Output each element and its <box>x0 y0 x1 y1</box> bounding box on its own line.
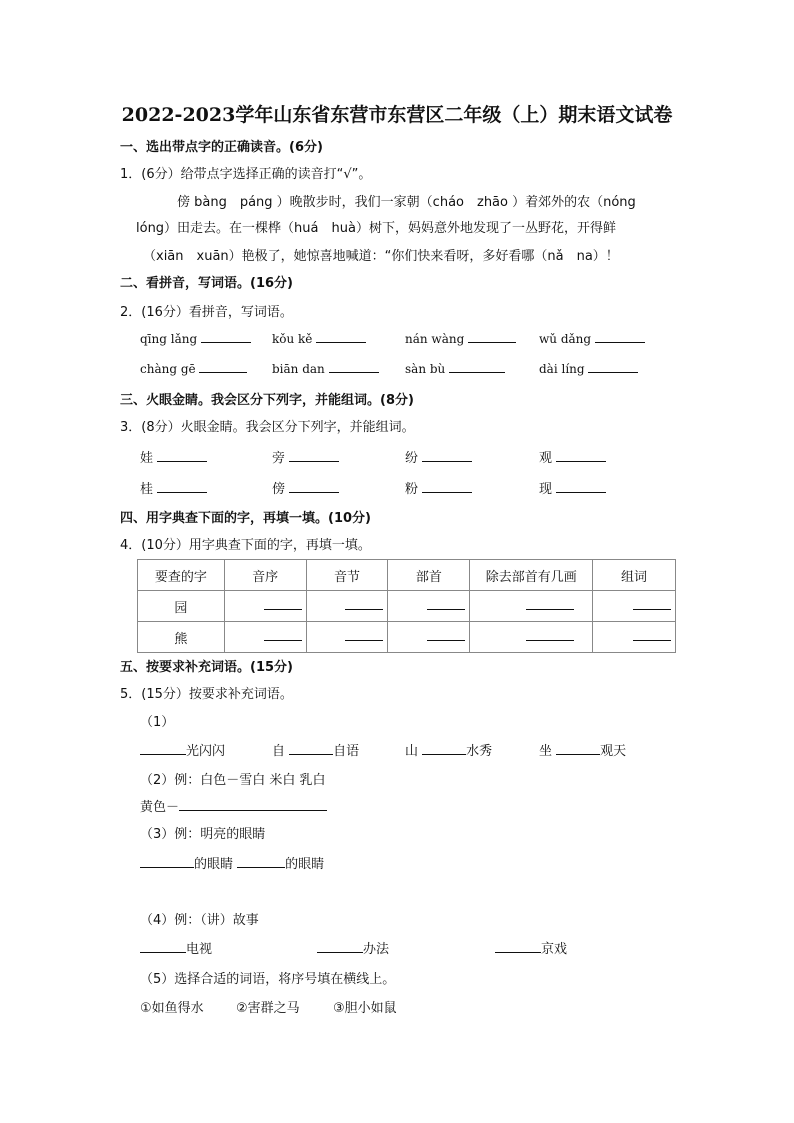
section-2-heading: 二、看拼音，写词语。(16分) <box>120 276 293 291</box>
answer-blank[interactable] <box>289 449 339 462</box>
table-row <box>138 591 676 622</box>
lookup-character: 园 <box>138 591 225 622</box>
answer-blank[interactable] <box>595 330 645 343</box>
section-5-heading: 五、按要求补充词语。(15分) <box>120 660 293 675</box>
pinyin-text: kǒu kě <box>272 332 313 346</box>
section-3-heading: 三、火眼金睛。我会区分下列字，并能组词。(8分) <box>120 393 414 408</box>
answer-blank[interactable] <box>588 360 638 373</box>
fill-item <box>140 740 225 759</box>
option-item: ③胆小如鼠 <box>333 1001 397 1016</box>
section-4-heading: 四、用字典查下面的字，再填一填。(10分) <box>120 511 371 526</box>
option-item: ①如鱼得水 <box>140 1001 204 1016</box>
answer-blank[interactable] <box>556 449 606 462</box>
fill-item <box>272 740 359 759</box>
pinyin-text: qīng lǎng <box>140 332 198 346</box>
answer-blank[interactable] <box>427 599 465 610</box>
word-text: 的眼睛 <box>285 857 325 872</box>
answer-blank[interactable] <box>317 940 363 953</box>
question-3: 3．(8分）火眼金睛。我会区分下列字，并能组词。 <box>120 420 415 435</box>
char-item <box>272 478 339 497</box>
answer-blank[interactable] <box>140 855 194 868</box>
pinyin-item <box>539 330 645 346</box>
table-header: 音序 <box>224 560 306 591</box>
word-text: 山 <box>405 744 419 759</box>
option-item: ②害群之马 <box>236 1001 300 1016</box>
fill-item <box>140 938 212 957</box>
char-item <box>140 478 207 497</box>
passage-line-1: 傍 bàng páng ）晚散步时，我们一家朝（cháo zhāo ）着郊外的农（nóng <box>177 195 636 210</box>
question-2: 2．(16分）看拼音，写词语。 <box>120 305 293 320</box>
part-1-label: （1） <box>140 715 175 730</box>
passage-line-3: （xiān xuān）艳极了，她惊喜地喊道：“你们快来看呀，多好看哪（nǎ na）！ <box>143 249 619 264</box>
passage-line-2: lóng）田走去。在一棵桦（huá huà）树下，妈妈意外地发现了一丛野花，开得鲜 <box>136 221 616 236</box>
pinyin-text: nán wàng <box>405 332 465 346</box>
word-text: 自 <box>272 744 286 759</box>
answer-blank[interactable] <box>422 742 466 755</box>
answer-blank[interactable] <box>468 330 516 343</box>
answer-blank[interactable] <box>199 360 247 373</box>
fill-item <box>539 740 626 759</box>
word-text: 观天 <box>600 744 627 759</box>
answer-blank[interactable] <box>316 330 366 343</box>
answer-blank[interactable] <box>345 630 383 641</box>
answer-blank[interactable] <box>422 449 472 462</box>
answer-blank[interactable] <box>526 630 574 641</box>
answer-blank[interactable] <box>495 940 541 953</box>
answer-blank[interactable] <box>556 742 600 755</box>
table-header-row <box>138 560 676 591</box>
pinyin-text: dài líng <box>539 362 585 376</box>
pinyin-text: wǔ dǎng <box>539 332 592 346</box>
fill-item <box>495 938 567 957</box>
fill-item <box>317 938 389 957</box>
char-item <box>272 447 339 466</box>
answer-blank[interactable] <box>633 599 671 610</box>
answer-blank[interactable] <box>157 449 207 462</box>
answer-blank[interactable] <box>329 360 379 373</box>
fill-item <box>405 740 492 759</box>
fill-item <box>140 853 324 872</box>
char-text: 旁 <box>272 451 286 466</box>
answer-blank[interactable] <box>556 480 606 493</box>
char-text: 娃 <box>140 451 154 466</box>
word-text: 办法 <box>363 942 390 957</box>
answer-blank[interactable] <box>140 742 186 755</box>
question-4: 4．(10分）用字典查下面的字，再填一填。 <box>120 538 371 553</box>
pinyin-text: sàn bù <box>405 362 446 376</box>
part-5-instruction: （5）选择合适的词语，将序号填在横线上。 <box>140 972 396 987</box>
char-text: 桂 <box>140 482 154 497</box>
pinyin-item <box>272 330 366 346</box>
word-text: 的眼睛 <box>194 857 234 872</box>
answer-blank[interactable] <box>633 630 671 641</box>
answer-blank[interactable] <box>422 480 472 493</box>
char-text: 傍 <box>272 482 286 497</box>
table-header: 要查的字 <box>138 560 225 591</box>
dictionary-table <box>137 559 676 653</box>
pinyin-item <box>140 360 247 376</box>
char-text: 纷 <box>405 451 419 466</box>
table-header: 音节 <box>306 560 388 591</box>
part-2-example: （2）例：白色－雪白 米白 乳白 <box>140 773 326 788</box>
char-item <box>405 478 472 497</box>
answer-blank[interactable] <box>179 798 327 811</box>
pinyin-item <box>405 360 505 376</box>
word-text: 自语 <box>333 744 360 759</box>
pinyin-text: biān dan <box>272 362 325 376</box>
char-item <box>539 447 606 466</box>
answer-blank[interactable] <box>427 630 465 641</box>
char-text: 现 <box>539 482 553 497</box>
word-text: 坐 <box>539 744 553 759</box>
answer-blank[interactable] <box>449 360 505 373</box>
question-1: 1．(6分）给带点字选择正确的读音打“√”。 <box>120 167 372 182</box>
exam-title: 2022-2023学年山东省东营市东营区二年级（上）期末语文试卷 <box>121 104 673 126</box>
char-item <box>539 478 606 497</box>
pinyin-item <box>405 330 516 346</box>
answer-blank[interactable] <box>140 940 186 953</box>
word-text: 电视 <box>186 942 213 957</box>
part-3-example: （3）例：明亮的眼睛 <box>140 827 266 842</box>
pinyin-item <box>539 360 638 376</box>
answer-blank[interactable] <box>289 742 333 755</box>
char-text: 粉 <box>405 482 419 497</box>
pinyin-text: chàng gē <box>140 362 196 376</box>
answer-blank[interactable] <box>157 480 207 493</box>
lookup-character: 熊 <box>138 622 225 653</box>
word-text: 京戏 <box>541 942 568 957</box>
part-4-example: （4）例：（讲）故事 <box>140 913 259 928</box>
table-row <box>138 622 676 653</box>
table-header: 除去部首有几画 <box>470 560 593 591</box>
fill-item <box>140 796 327 815</box>
answer-blank[interactable] <box>289 480 339 493</box>
pinyin-item <box>140 330 251 346</box>
question-5: 5．(15分）按要求补充词语。 <box>120 687 293 702</box>
answer-blank[interactable] <box>237 855 285 868</box>
answer-blank[interactable] <box>264 630 302 641</box>
answer-blank[interactable] <box>264 599 302 610</box>
answer-blank[interactable] <box>526 599 574 610</box>
pinyin-item <box>272 360 379 376</box>
word-text: 水秀 <box>466 744 493 759</box>
char-item <box>405 447 472 466</box>
table-header: 组词 <box>593 560 676 591</box>
table-header: 部首 <box>388 560 470 591</box>
answer-blank[interactable] <box>345 599 383 610</box>
answer-blank[interactable] <box>201 330 251 343</box>
char-item <box>140 447 207 466</box>
char-text: 观 <box>539 451 553 466</box>
section-1-heading: 一、选出带点字的正确读音。(6分) <box>120 140 323 155</box>
word-text: 光闪闪 <box>186 744 226 759</box>
word-text: 黄色－ <box>140 800 180 815</box>
